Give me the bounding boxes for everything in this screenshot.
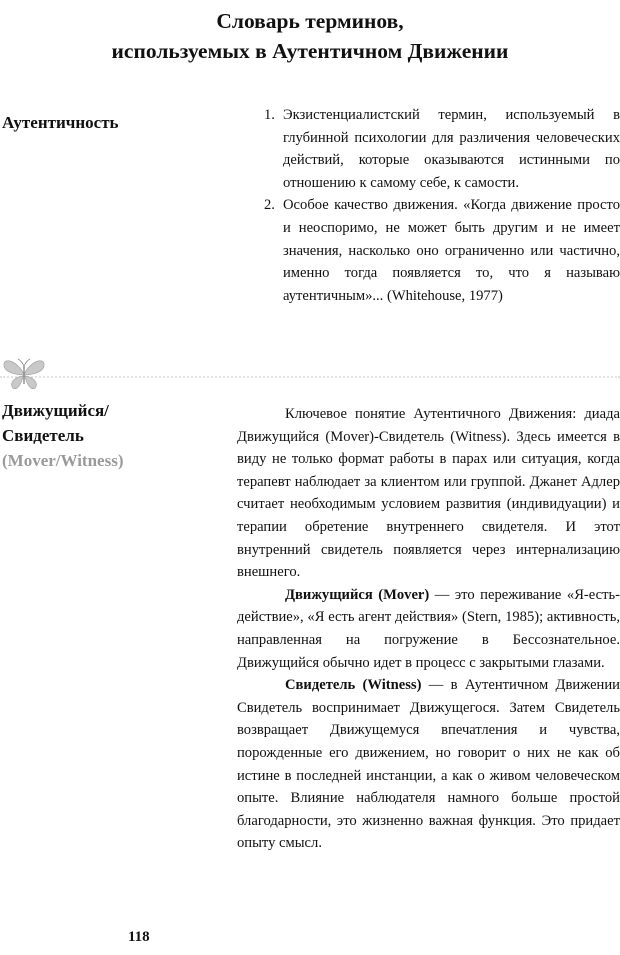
witness-heading: Свидетель (Witness) xyxy=(285,677,422,694)
definition-paragraph xyxy=(237,674,620,855)
definition-mover-witness xyxy=(237,403,620,855)
mover-heading: Движущийся (Mover) xyxy=(285,586,430,603)
item-number: 2. xyxy=(264,197,275,214)
page-title xyxy=(0,6,620,66)
term-english: (Mover/Witness) xyxy=(2,451,124,470)
title-line-2: используемых в Аутентичном Движении xyxy=(111,39,509,63)
page-number: 118 xyxy=(128,929,150,945)
definition-paragraph xyxy=(237,584,620,674)
definition-authenticity xyxy=(237,104,620,307)
title-line-1: Словарь терминов, xyxy=(216,9,404,33)
term-line: Свидетель xyxy=(2,426,84,445)
definition-paragraph: Ключевое понятие Аутентичного Движения: диада Движущийся (Mover)-Свидетель (Witness). Здесь имеется в виду не только формат работы в парах или ситуация, когда терапевт наблюдает за клиентом или группой. Джанет Адлер считает необходимым условием развития (индивидуации) и терапии обретение внутреннего свидетеля. И этот внутренний свидетель появляется через интернализацию внешнего. xyxy=(237,406,620,581)
item-text: Экзистенциалистский термин, используемый в глубинной психологии для различения человеческих действий, которые оказываются истинными по отношению к самому себе, к самости. xyxy=(283,107,620,191)
item-text: Особое качество движения. «Когда движение просто и неоспоримо, не может быть другим и не имеет значения, насколько оно ограниченно или частично, именно тогда появляется то, что я называю аутентичным»... (Whitehouse, 1977) xyxy=(283,197,620,304)
mover-text: — это переживание «Я-есть-действие», «Я есть агент действия» (Stern, 1985); активность, направленная на погружение в Бессознательное. Движущийся обычно идет в процесс с закрытыми глазами. xyxy=(237,586,620,671)
butterfly-icon xyxy=(2,356,46,392)
witness-text: — в Аутентичном Движении Свидетель воспринимает Движущегося. Затем Свидетель возвращает Движущемуся впечатления и чувства, порожденные его движением, но говорит о них не как об истине в последней инстанции, а как о живом человеческом опыте. Влияние наблюдателя намного больше простой благодарности, это жизненно важная функция. Это придает опыту смысл. xyxy=(237,677,620,852)
definition-item xyxy=(237,194,620,307)
section-divider xyxy=(0,376,620,378)
term-mover-witness xyxy=(2,398,124,473)
item-number: 1. xyxy=(264,107,275,123)
term-authenticity: Аутентичность xyxy=(2,113,119,132)
definition-item xyxy=(237,104,620,194)
term-line: Движущийся/ xyxy=(2,401,109,420)
